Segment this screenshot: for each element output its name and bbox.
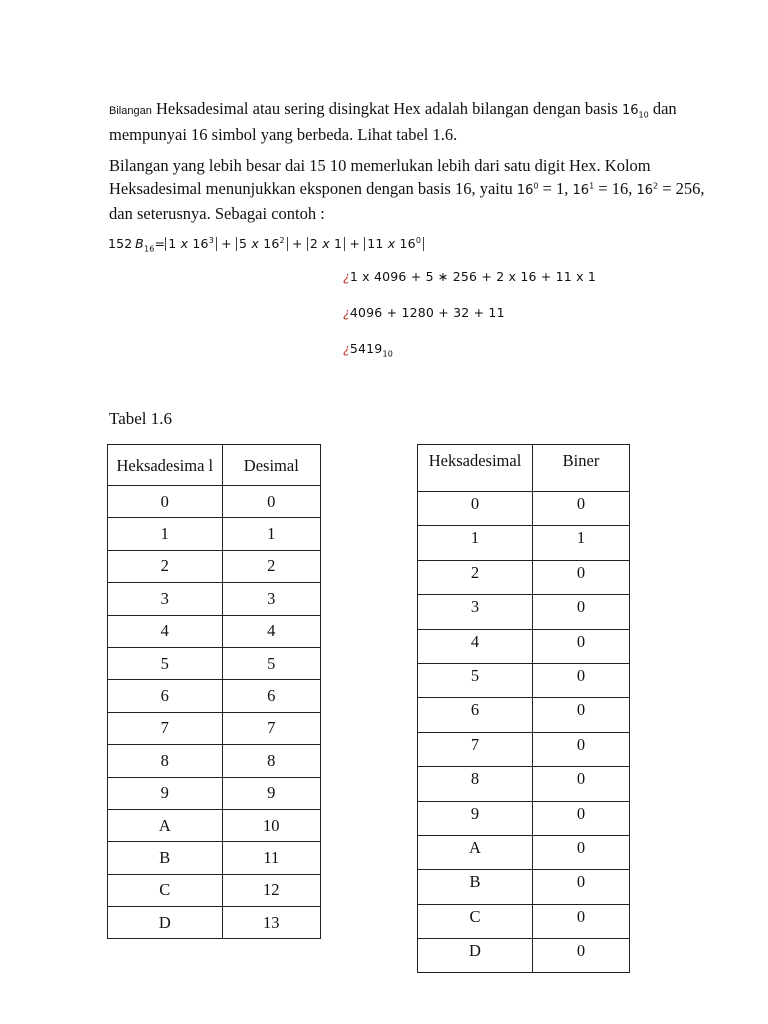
cell-hex: 6 bbox=[418, 698, 533, 732]
cell-hex: D bbox=[108, 907, 223, 939]
table-row bbox=[108, 842, 321, 874]
cell-value: 0 bbox=[533, 801, 630, 835]
cell-value: 0 bbox=[533, 904, 630, 938]
cell-hex: B bbox=[108, 842, 223, 874]
power-16-1-value: = 16, bbox=[594, 179, 637, 198]
table-row bbox=[418, 595, 630, 629]
cell-value: 1 bbox=[533, 526, 630, 560]
table-row bbox=[108, 809, 321, 841]
cell-value: 0 bbox=[533, 870, 630, 904]
missing-glyph-icon: ¿ bbox=[343, 305, 350, 320]
power-16-0: $16^0$ bbox=[516, 181, 539, 198]
table-row bbox=[108, 712, 321, 744]
paragraph-exponent bbox=[109, 154, 709, 225]
equation-line-4: ¿$5419_{10}$ bbox=[343, 341, 394, 359]
table-row bbox=[108, 486, 321, 518]
cell-hex: 9 bbox=[418, 801, 533, 835]
table-row bbox=[418, 629, 630, 663]
exponent-text-b: = 256, dan seterusnya. Sebagai contoh : bbox=[109, 179, 705, 223]
cell-value: 0 bbox=[533, 560, 630, 594]
cell-hex: 4 bbox=[418, 629, 533, 663]
column-header-biner: Biner bbox=[533, 445, 630, 492]
power-16-0-value: = 1, bbox=[538, 179, 573, 198]
table-row bbox=[108, 550, 321, 582]
cell-value: 5 bbox=[222, 647, 320, 679]
cell-value: 4 bbox=[222, 615, 320, 647]
table-row bbox=[418, 526, 630, 560]
cell-value: 0 bbox=[533, 835, 630, 869]
cell-value: 2 bbox=[222, 550, 320, 582]
cell-hex: C bbox=[108, 874, 223, 906]
cell-value: 0 bbox=[533, 595, 630, 629]
cell-value: 1 bbox=[222, 518, 320, 550]
column-header-heksadesimal: Heksadesima l bbox=[108, 445, 223, 486]
power-16-2: $16^2$ bbox=[636, 181, 659, 198]
cell-value: 9 bbox=[222, 777, 320, 809]
cell-value: 8 bbox=[222, 745, 320, 777]
cell-value: 0 bbox=[533, 698, 630, 732]
cell-value: 11 bbox=[222, 842, 320, 874]
cell-value: 0 bbox=[533, 732, 630, 766]
cell-hex: 2 bbox=[108, 550, 223, 582]
table-row bbox=[108, 874, 321, 906]
cell-hex: 1 bbox=[418, 526, 533, 560]
table-row bbox=[418, 939, 630, 973]
equation-line-2: ¿1 x 4096 + 5 ∗ 256 + 2 x 16 + 11 x 1 bbox=[343, 269, 597, 284]
table-row bbox=[108, 583, 321, 615]
table-row bbox=[108, 518, 321, 550]
cell-hex: 0 bbox=[108, 486, 223, 518]
intro-text-a: Heksadesimal atau sering disingkat Hex adalah bilangan dengan basis bbox=[151, 99, 622, 118]
cell-hex: 6 bbox=[108, 680, 223, 712]
table-row bbox=[418, 492, 630, 526]
cell-value: 0 bbox=[533, 767, 630, 801]
table-row bbox=[418, 698, 630, 732]
table-row bbox=[418, 663, 630, 697]
table-row bbox=[418, 767, 630, 801]
equation-line-1: 152 $B_{16}= 1$ x $16^3 + 5$ x $16^2 + 2$ x 1 + 11 x $16^0$ bbox=[108, 236, 424, 251]
table-row bbox=[418, 732, 630, 766]
table-row bbox=[108, 615, 321, 647]
table-row bbox=[418, 560, 630, 594]
cell-hex: 9 bbox=[108, 777, 223, 809]
cell-hex: C bbox=[418, 904, 533, 938]
cell-hex: 2 bbox=[418, 560, 533, 594]
cell-value: 13 bbox=[222, 907, 320, 939]
cell-hex: 3 bbox=[108, 583, 223, 615]
paragraph-intro bbox=[109, 97, 709, 146]
cell-hex: 5 bbox=[418, 663, 533, 697]
table-row bbox=[418, 904, 630, 938]
cell-value: 10 bbox=[222, 809, 320, 841]
table-hex-binary bbox=[417, 444, 630, 973]
cell-value: 3 bbox=[222, 583, 320, 615]
cell-hex: 7 bbox=[108, 712, 223, 744]
table-row bbox=[418, 801, 630, 835]
cell-value: 6 bbox=[222, 680, 320, 712]
table-row bbox=[108, 647, 321, 679]
table-hex-decimal bbox=[107, 444, 321, 939]
cell-value: 0 bbox=[533, 629, 630, 663]
cell-hex: A bbox=[108, 809, 223, 841]
intro-text-b: dan mempunyai 16 simbol yang berbeda. Lihat tabel 1.6. bbox=[109, 99, 677, 144]
cell-hex: 1 bbox=[108, 518, 223, 550]
table-caption: Tabel 1.6 bbox=[109, 409, 173, 428]
table-row bbox=[418, 835, 630, 869]
column-header-desimal: Desimal bbox=[222, 445, 320, 486]
cell-value: 0 bbox=[222, 486, 320, 518]
cell-value: 0 bbox=[533, 492, 630, 526]
cell-hex: 4 bbox=[108, 615, 223, 647]
base-number: $16_{10}$ bbox=[621, 103, 649, 120]
exponent-text-a: Bilangan yang lebih besar dai 15 10 memerlukan lebih dari satu digit Hex. Kolom Heksadesimal menunjukkan eksponen dengan basis 16, yaitu bbox=[109, 156, 651, 198]
power-16-1: $16^1$ bbox=[572, 181, 595, 198]
cell-value: 7 bbox=[222, 712, 320, 744]
cell-hex: 8 bbox=[418, 767, 533, 801]
cell-hex: B bbox=[418, 870, 533, 904]
table-row bbox=[108, 680, 321, 712]
cell-value: 0 bbox=[533, 663, 630, 697]
cell-value: 0 bbox=[533, 939, 630, 973]
cell-hex: D bbox=[418, 939, 533, 973]
table-row bbox=[108, 907, 321, 939]
equation-line-3: ¿4096 + 1280 + 32 + 11 bbox=[343, 305, 505, 320]
cell-value: 12 bbox=[222, 874, 320, 906]
table-row bbox=[418, 870, 630, 904]
cell-hex: 7 bbox=[418, 732, 533, 766]
cell-hex: 0 bbox=[418, 492, 533, 526]
cell-hex: 3 bbox=[418, 595, 533, 629]
table-row bbox=[108, 745, 321, 777]
column-header-heksadesimal: Heksadesimal bbox=[418, 445, 533, 492]
lead-word: Bilangan bbox=[109, 105, 152, 117]
cell-hex: A bbox=[418, 835, 533, 869]
cell-hex: 8 bbox=[108, 745, 223, 777]
missing-glyph-icon: ¿ bbox=[343, 341, 350, 356]
missing-glyph-icon: ¿ bbox=[343, 269, 350, 284]
table-row bbox=[108, 777, 321, 809]
cell-hex: 5 bbox=[108, 647, 223, 679]
